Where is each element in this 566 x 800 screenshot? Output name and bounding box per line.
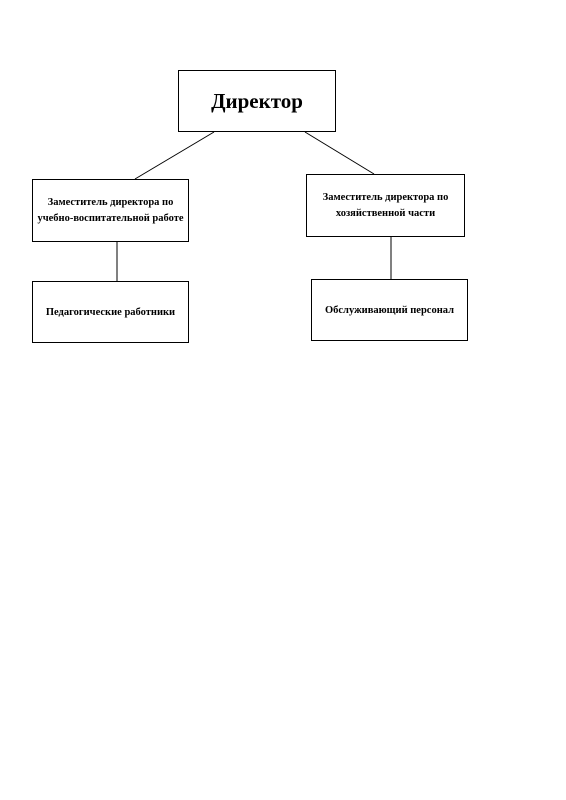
connector-director-to-deputy-admin [305, 132, 374, 174]
service-staff-label: Обслуживающий персонал [324, 304, 455, 316]
teachers-box [32, 281, 189, 343]
teachers-label: Педагогические работники [45, 306, 176, 318]
deputy-education-box [32, 179, 189, 242]
service-staff-box [311, 279, 468, 341]
deputy-admin-box [306, 174, 465, 237]
director-label: Директор [211, 88, 303, 113]
deputy-education-label: Заместитель директора по учебно-воспитательной работе [37, 197, 184, 224]
deputy-admin-label: Заместитель директора по хозяйственной части [322, 192, 449, 219]
director-box [178, 70, 336, 132]
connector-director-to-deputy-education [135, 132, 214, 179]
